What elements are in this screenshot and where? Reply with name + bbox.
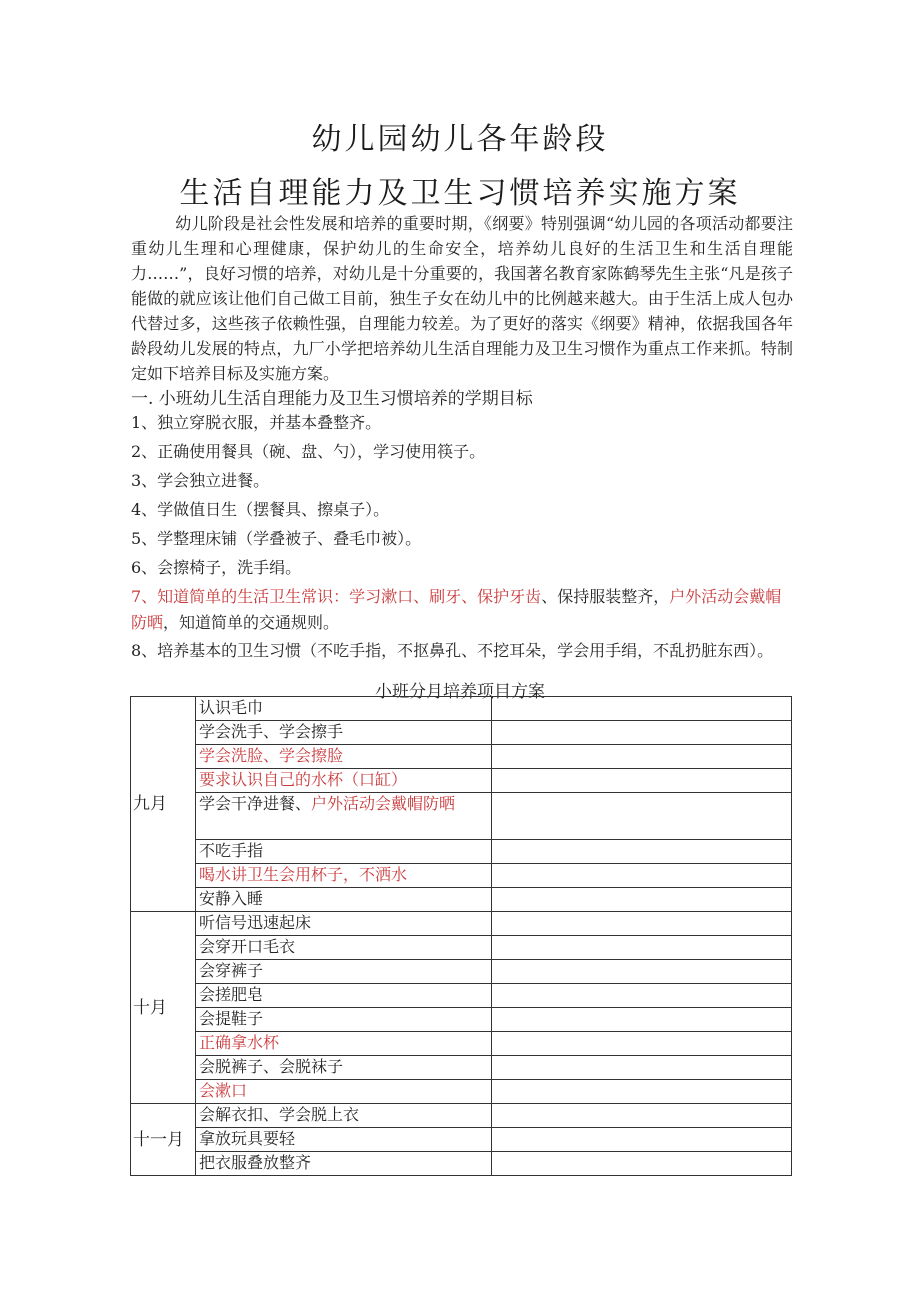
document-title-line1: 幼儿园幼儿各年龄段 (311, 122, 609, 157)
month-cell-october: 十月 (131, 912, 196, 1104)
table-cell: 会解衣扣、学会脱上衣 (196, 1104, 492, 1128)
table-cell: 学会洗脸、学会擦脸 (196, 745, 492, 769)
table-row (131, 960, 792, 984)
goal-item-7-highlight-2: 户外活动会戴帽防晒 (131, 587, 782, 632)
table-cell-empty (492, 840, 792, 864)
table-caption: 小班分月培养项目方案 (375, 682, 545, 702)
table-cell-empty (492, 936, 792, 960)
table-cell-empty (492, 721, 792, 745)
table-row (131, 1104, 792, 1128)
goal-item-1: 1、独立穿脱衣服，并基本叠整齐。 (131, 413, 382, 432)
table-cell: 要求认识自己的水杯（口缸） (196, 769, 492, 793)
table-row (131, 1056, 792, 1080)
section-heading: 一. 小班幼儿生活自理能力及卫生习惯培养的学期目标 (131, 389, 533, 409)
monthly-plan-table (130, 696, 792, 1176)
table-row (131, 1080, 792, 1104)
table-cell: 学会洗手、学会擦手 (196, 721, 492, 745)
table-cell: 会漱口 (196, 1080, 492, 1104)
table-cell-empty (492, 1056, 792, 1080)
table-cell-empty (492, 984, 792, 1008)
table-cell-empty (492, 1152, 792, 1176)
table-row (131, 864, 792, 888)
intro-paragraph (131, 211, 793, 386)
goal-item-5: 5、学整理床铺（学叠被子、叠毛巾被）。 (131, 529, 422, 548)
month-cell-november: 十一月 (131, 1104, 196, 1176)
table-row (131, 793, 792, 840)
table-row (131, 888, 792, 912)
table-cell: 会穿开口毛衣 (196, 936, 492, 960)
goal-item-7-highlight-1: 7、知道简单的生活卫生常识：学习漱口、刷牙、保护牙齿 (131, 587, 542, 606)
table-row (131, 1152, 792, 1176)
table-cell: 认识毛巾 (196, 697, 492, 721)
intro-text: 幼儿阶段是社会性发展和培养的重要时期，《纲要》特别强调“幼儿园的各项活动都要注重幼儿生理和心理健康，保护幼儿的生命安全，培养幼儿良好的生活卫生和生活自理能力……”，良好习惯的培养，对幼儿是十分重要的，我国著名教育家陈鹤琴先生主张“凡是孩子能做的就应该让他们自己做工目前，独生子女在幼儿中的比例越来越大。由于生活上成人包办代替过多，这些孩子依赖性强，自理能力较差。为了更好的落实《纲要》精神，依据我国各年龄段幼儿发展的特点，九厂小学把培养幼儿生活自理能力及卫生习惯作为重点工作来抓。特制定如下培养目标及实施方案。 (131, 214, 793, 383)
table-cell: 会搓肥皂 (196, 984, 492, 1008)
table-row (131, 721, 792, 745)
table-row (131, 1128, 792, 1152)
table-cell: 会穿裤子 (196, 960, 492, 984)
table-cell-empty (492, 697, 792, 721)
goal-item-7-text-1: 、保持服装整齐， (541, 587, 670, 606)
table-cell-empty (492, 1104, 792, 1128)
table-cell: 喝水讲卫生会用杯子，不洒水 (196, 864, 492, 888)
goal-item-8: 8、培养基本的卫生习惯（不吃手指，不抠鼻孔、不挖耳朵，学会用手绢，不乱扔脏东西）。 (131, 641, 774, 660)
table-row (131, 984, 792, 1008)
table-row (131, 1032, 792, 1056)
goal-item-7 (131, 584, 793, 636)
table-cell-empty (492, 769, 792, 793)
table-cell-empty (492, 793, 792, 840)
table-cell: 会脱裤子、会脱袜子 (196, 1056, 492, 1080)
goals-list (131, 408, 793, 664)
table-row (131, 745, 792, 769)
table-cell: 把衣服叠放整齐 (196, 1152, 492, 1176)
table-row (131, 912, 792, 936)
table-cell-empty (492, 1080, 792, 1104)
goal-item-4: 4、学做值日生（摆餐具、擦桌子）。 (131, 500, 390, 519)
table-cell-empty (492, 1008, 792, 1032)
goal-item-3: 3、学会独立进餐。 (131, 471, 270, 490)
table-cell: 听信号迅速起床 (196, 912, 492, 936)
table-cell: 拿放玩具要轻 (196, 1128, 492, 1152)
table-cell: 不吃手指 (196, 840, 492, 864)
goal-item-2: 2、正确使用餐具（碗、盘、勺），学习使用筷子。 (131, 442, 486, 461)
table-cell: 会提鞋子 (196, 1008, 492, 1032)
table-cell-empty (492, 864, 792, 888)
table-cell-empty (492, 888, 792, 912)
table-row (131, 1008, 792, 1032)
table-row (131, 840, 792, 864)
table-cell: 安静入睡 (196, 888, 492, 912)
table-row (131, 936, 792, 960)
table-cell (196, 793, 492, 840)
table-cell-empty (492, 745, 792, 769)
table-cell-text: 学会干净进餐、 (199, 794, 312, 813)
table-cell-empty (492, 1128, 792, 1152)
goal-item-7-text-2: ，知道简单的交通规则。 (163, 613, 340, 632)
table-row (131, 697, 792, 721)
table-cell-empty (492, 1032, 792, 1056)
goal-item-6: 6、会擦椅子，洗手绢。 (131, 558, 302, 577)
table-cell-empty (492, 912, 792, 936)
table-cell-highlight: 户外活动会戴帽防晒 (311, 794, 456, 813)
month-cell-september: 九月 (131, 697, 196, 912)
table-row (131, 769, 792, 793)
table-cell: 正确拿水杯 (196, 1032, 492, 1056)
table-cell-empty (492, 960, 792, 984)
document-title-line2: 生活自理能力及卫生习惯培养实施方案 (179, 176, 741, 211)
